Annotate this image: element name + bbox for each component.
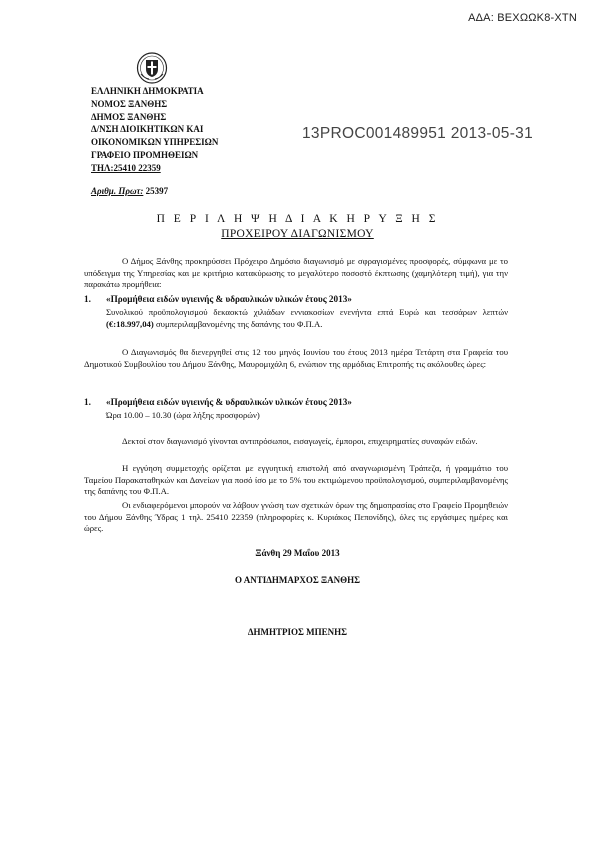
guarantee-paragraph: Η εγγύηση συμμετοχής ορίζεται με εγγυητική επιστολή από αναγνωρισμένη Τράπεζα, ή γραμμάτιο του Ταμείου Παρακαταθηκών και Δανείων για ποσό ίσο με το 5% του εκτιμώμενου προϋπολογισμού, συμπεριλαμβανομένης της δαπάνης του Φ.Π.Α. (84, 463, 508, 497)
budget-vat-text: συμπεριλαμβανομένης της δαπάνης του Φ.Π.Α. (155, 318, 323, 329)
protocol-stamp: 13PROC001489951 2013-05-31 (302, 125, 533, 142)
item-2-heading (84, 397, 352, 407)
issuer-line: ΟΙΚΟΝΟΜΙΚΩΝ ΥΠΗΡΕΣΙΩΝ (91, 137, 219, 148)
issuer-phone: ΤΗΛ:25410 22359 (91, 162, 161, 173)
item-1-number: 1. (84, 294, 91, 304)
issuer-line: ΕΛΛΗΝΙΚΗ ΔΗΜΟΚΡΑΤΙΑ (91, 86, 204, 96)
issuer-line: ΔΗΜΟΣ ΞΑΝΘΗΣ (91, 111, 167, 122)
issuer-block (91, 85, 218, 175)
item-1-title: «Προμήθεια ειδών υγιεινής & υδραυλικών υλικών έτους 2013» (106, 294, 352, 304)
signatory-name: ΔΗΜΗΤΡΙΟΣ ΜΠΕΝΗΣ (247, 627, 348, 637)
reference-value: 25397 (145, 186, 169, 196)
document-title: Π Ε Ρ Ι Λ Η Ψ Η Δ Ι Α Κ Η Ρ Υ Ξ Η Σ (156, 213, 439, 225)
date-paragraph: Ο Διαγωνισμός θα διενεργηθεί στις 12 του μηνός Ιουνίου του έτους 2013 ημέρα Τετάρτη στα Γραφεία του Δημοτικού Συμβουλίου του Δήμου Ξάνθης, Μαυρομιχάλη 6, ενώπιον της αρμόδιας Επιτροπής τις ακόλουθες ώρες: (84, 347, 508, 369)
info-paragraph: Οι ενδιαφερόμενοι μπορούν να λάβουν γνώση των σχετικών όρων της δημοπρασίας στο Γραφείο Προμηθειών του Δήμου Ξάνθης Ύδρας 1 τηλ. 25410 22359 (πληροφορίες κ. Κυριάκος Πεπονίδης), όλες τις εργάσιμες ημέρες και ώρες. (84, 500, 508, 534)
participants-paragraph: Δεκτοί στον διαγωνισμό γίνονται αντιπρόσωποι, εισαγωγείς, έμποροι, επιχειρηματίες συναφών ειδών. (122, 436, 478, 446)
reference-label: Αριθμ. Πρωτ: (91, 186, 144, 196)
item-2-title: «Προμήθεια ειδών υγιεινής & υδραυλικών υλικών έτους 2013» (106, 397, 352, 407)
ada-code: ΑΔΑ: ΒΕΧΩΩΚ8-ΧΤΝ (468, 12, 577, 24)
reference-number (91, 186, 168, 196)
issuer-line: ΓΡΑΦΕΙΟ ΠΡΟΜΗΘΕΙΩΝ (91, 149, 199, 160)
item-1-budget (106, 307, 508, 330)
document-subtitle: ΠΡΟΧΕΙΡΟΥ ΔΙΑΓΩΝΙΣΜΟΥ (221, 228, 374, 240)
budget-amount: (€:18.997,04) (106, 318, 154, 329)
issuer-line: ΝΟΜΟΣ ΞΑΝΘΗΣ (91, 98, 168, 109)
place-date: Ξάνθη 29 Μαΐου 2013 (255, 548, 340, 558)
item-2-time: Ώρα 10.00 – 10.30 (ώρα λήξης προσφορών) (106, 410, 260, 420)
budget-text: Συνολικού προϋπολογισμού δεκαοκτώ χιλιάδων εννιακοσίων ενενήντα επτά Ευρώ και τεσσάρων λεπτών (106, 307, 508, 317)
intro-paragraph: Ο Δήμος Ξάνθης προκηρύσσει Πρόχειρο Δημόσιο διαγωνισμό με σφραγισμένες προσφορές, σύμφωνα με το υπόδειγμα της Υπηρεσίας και με κριτήριο κατακύρωσης το μεγαλύτερο ποσοστό έκπτωσης (χαμηλότερη τιμή), για την παρακάτω προμήθεια: (84, 256, 508, 290)
issuer-line: Δ/ΝΣΗ ΔΙΟΙΚΗΤΙΚΩΝ ΚΑΙ (91, 124, 204, 135)
signatory-role: Ο ΑΝΤΙΔΗΜΑΡΧΟΣ ΞΑΝΘΗΣ (234, 575, 360, 585)
greek-coat-of-arms-icon (136, 52, 168, 84)
item-2-number: 1. (84, 397, 91, 407)
item-1-heading (84, 294, 352, 304)
